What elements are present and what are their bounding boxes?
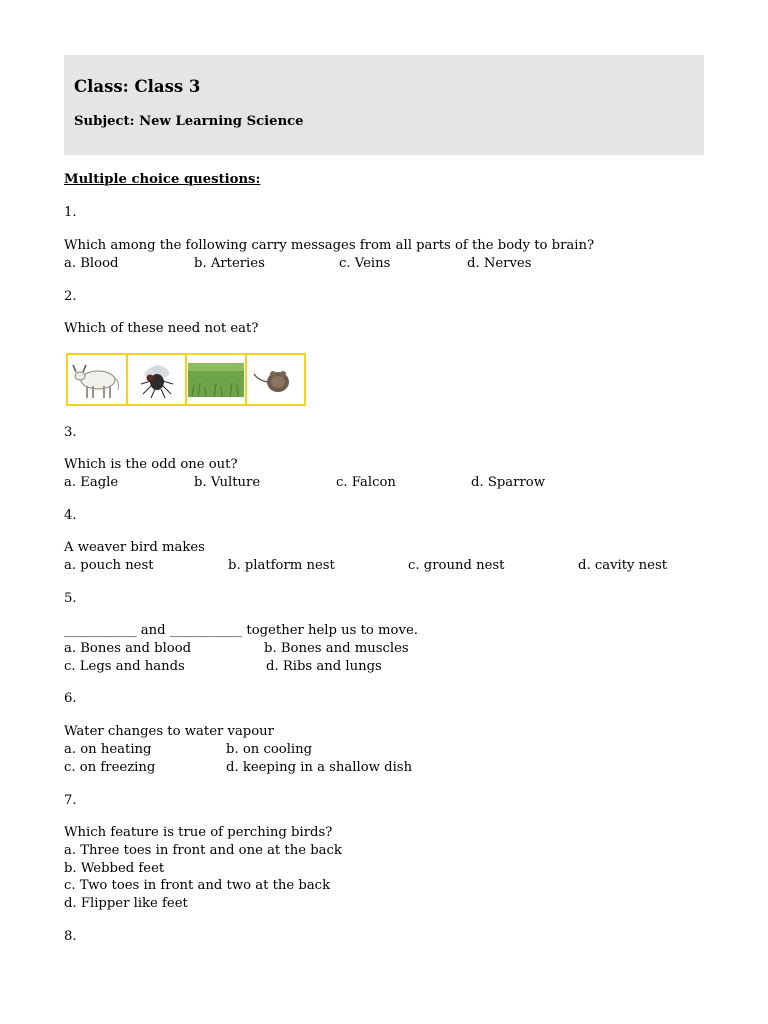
cow-image-cell bbox=[68, 355, 128, 404]
question-number: 8. bbox=[64, 929, 77, 944]
option-a: a. on heating bbox=[64, 742, 152, 757]
option-c: c. on freezing bbox=[64, 760, 156, 775]
rat-image-cell bbox=[247, 355, 305, 404]
question-text: Which of these need not eat? bbox=[64, 321, 259, 336]
question-text: A weaver bird makes bbox=[64, 540, 205, 555]
option-d: d. Flipper like feet bbox=[64, 896, 188, 911]
option-b: b. Webbed feet bbox=[64, 861, 165, 876]
option-d: d. cavity nest bbox=[578, 558, 668, 573]
option-c: c. Legs and hands bbox=[64, 659, 185, 674]
option-a: a. Eagle bbox=[64, 475, 119, 490]
question-text: Which is the odd one out? bbox=[64, 457, 238, 472]
question-number: 6. bbox=[64, 691, 77, 706]
question-number: 3. bbox=[64, 425, 77, 440]
grass-icon bbox=[188, 363, 244, 397]
option-a: a. pouch nest bbox=[64, 558, 154, 573]
option-b: b. Arteries bbox=[194, 256, 265, 271]
option-b: b. on cooling bbox=[226, 742, 313, 757]
grass-image-cell bbox=[187, 355, 247, 404]
cow-icon bbox=[70, 358, 124, 402]
question-text: ___________ and ___________ together help us to move. bbox=[64, 623, 418, 638]
question-number: 5. bbox=[64, 591, 77, 606]
option-d: d. Sparrow bbox=[471, 475, 545, 490]
header-box bbox=[64, 55, 704, 155]
option-d: d. keeping in a shallow dish bbox=[226, 760, 413, 775]
class-title: Class: Class 3 bbox=[74, 77, 201, 96]
option-b: b. Vulture bbox=[194, 475, 261, 490]
option-a: a. Bones and blood bbox=[64, 641, 192, 656]
question-number: 1. bbox=[64, 205, 77, 220]
fly-icon bbox=[129, 358, 183, 402]
rat-icon bbox=[248, 358, 302, 402]
fly-image-cell bbox=[128, 355, 188, 404]
option-c: c. Two toes in front and two at the back bbox=[64, 878, 331, 893]
question-text: Water changes to water vapour bbox=[64, 724, 274, 739]
question-text: Which feature is true of perching birds? bbox=[64, 825, 333, 840]
option-d: d. Nerves bbox=[467, 256, 532, 271]
option-c: c. ground nest bbox=[408, 558, 505, 573]
subject-title: Subject: New Learning Science bbox=[74, 114, 304, 129]
question-text: Which among the following carry messages from all parts of the body to brain? bbox=[64, 238, 595, 253]
option-c: c. Falcon bbox=[336, 475, 396, 490]
option-a: a. Three toes in front and one at the back bbox=[64, 843, 342, 858]
question-number: 7. bbox=[64, 793, 77, 808]
section-title: Multiple choice questions: bbox=[64, 172, 261, 187]
option-a: a. Blood bbox=[64, 256, 119, 271]
question-number: 2. bbox=[64, 289, 77, 304]
question-number: 4. bbox=[64, 508, 77, 523]
option-d: d. Ribs and lungs bbox=[266, 659, 382, 674]
answer-image-strip bbox=[66, 353, 306, 406]
option-c: c. Veins bbox=[339, 256, 391, 271]
option-b: b. platform nest bbox=[228, 558, 335, 573]
option-b: b. Bones and muscles bbox=[264, 641, 409, 656]
